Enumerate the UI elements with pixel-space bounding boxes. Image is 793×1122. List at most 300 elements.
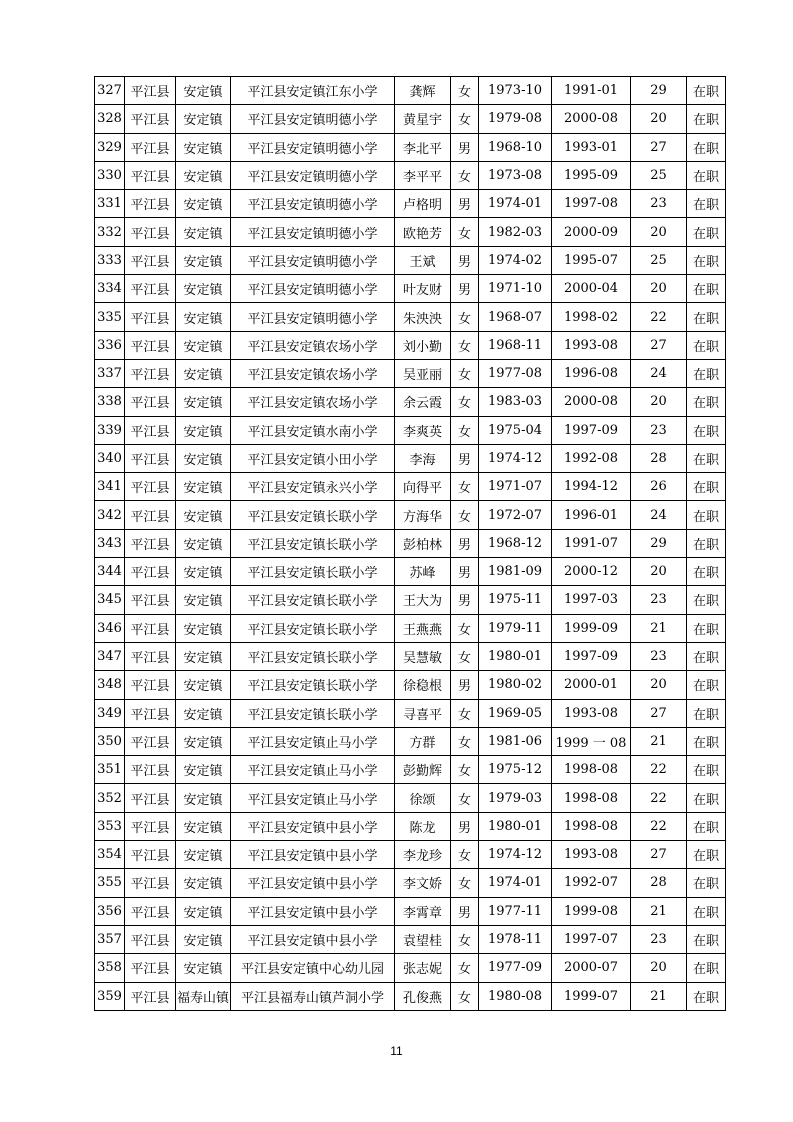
years-cell: 20 bbox=[631, 671, 687, 699]
name-cell: 方海华 bbox=[395, 501, 451, 529]
school-cell: 平江县安定镇长联小学 bbox=[231, 558, 395, 586]
name-cell: 苏峰 bbox=[395, 558, 451, 586]
status-cell: 在职 bbox=[687, 77, 726, 105]
gender-cell: 男 bbox=[451, 897, 479, 925]
table-row bbox=[95, 161, 726, 189]
status-cell: 在职 bbox=[687, 784, 726, 812]
years-cell: 29 bbox=[631, 77, 687, 105]
status-cell: 在职 bbox=[687, 416, 726, 444]
years-cell: 27 bbox=[631, 133, 687, 161]
birth-date-cell: 1973-08 bbox=[479, 161, 552, 189]
county-cell: 平江县 bbox=[125, 727, 176, 755]
years-cell: 29 bbox=[631, 529, 687, 557]
serial-no-cell: 349 bbox=[95, 699, 125, 727]
school-cell: 平江县安定镇明德小学 bbox=[231, 105, 395, 133]
table-row bbox=[95, 784, 726, 812]
status-cell: 在职 bbox=[687, 303, 726, 331]
serial-no-cell: 357 bbox=[95, 925, 125, 953]
birth-date-cell: 1979-03 bbox=[479, 784, 552, 812]
years-cell: 24 bbox=[631, 359, 687, 387]
school-cell: 平江县安定镇小田小学 bbox=[231, 444, 395, 472]
table-row bbox=[95, 642, 726, 670]
table-row bbox=[95, 359, 726, 387]
county-cell: 平江县 bbox=[125, 133, 176, 161]
town-cell: 安定镇 bbox=[176, 925, 231, 953]
name-cell: 寻喜平 bbox=[395, 699, 451, 727]
birth-date-cell: 1975-11 bbox=[479, 586, 552, 614]
years-cell: 22 bbox=[631, 812, 687, 840]
school-cell: 平江县安定镇长联小学 bbox=[231, 529, 395, 557]
name-cell: 李平平 bbox=[395, 161, 451, 189]
status-cell: 在职 bbox=[687, 869, 726, 897]
town-cell: 安定镇 bbox=[176, 444, 231, 472]
name-cell: 彭勤辉 bbox=[395, 756, 451, 784]
school-cell: 平江县安定镇中心幼儿园 bbox=[231, 954, 395, 982]
town-cell: 安定镇 bbox=[176, 529, 231, 557]
status-cell: 在职 bbox=[687, 359, 726, 387]
gender-cell: 女 bbox=[451, 642, 479, 670]
years-cell: 22 bbox=[631, 303, 687, 331]
gender-cell: 女 bbox=[451, 218, 479, 246]
years-cell: 20 bbox=[631, 388, 687, 416]
birth-date-cell: 1980-08 bbox=[479, 982, 552, 1010]
years-cell: 23 bbox=[631, 925, 687, 953]
gender-cell: 女 bbox=[451, 784, 479, 812]
town-cell: 安定镇 bbox=[176, 756, 231, 784]
gender-cell: 女 bbox=[451, 841, 479, 869]
school-cell: 平江县安定镇止马小学 bbox=[231, 756, 395, 784]
serial-no-cell: 351 bbox=[95, 756, 125, 784]
table-row bbox=[95, 614, 726, 642]
town-cell: 安定镇 bbox=[176, 77, 231, 105]
town-cell: 安定镇 bbox=[176, 331, 231, 359]
town-cell: 安定镇 bbox=[176, 954, 231, 982]
county-cell: 平江县 bbox=[125, 359, 176, 387]
gender-cell: 女 bbox=[451, 303, 479, 331]
county-cell: 平江县 bbox=[125, 77, 176, 105]
start-date-cell: 1994-12 bbox=[552, 473, 631, 501]
name-cell: 李北平 bbox=[395, 133, 451, 161]
birth-date-cell: 1979-08 bbox=[479, 105, 552, 133]
school-cell: 平江县安定镇止马小学 bbox=[231, 727, 395, 755]
gender-cell: 女 bbox=[451, 416, 479, 444]
serial-no-cell: 355 bbox=[95, 869, 125, 897]
table-row bbox=[95, 388, 726, 416]
gender-cell: 男 bbox=[451, 275, 479, 303]
serial-no-cell: 341 bbox=[95, 473, 125, 501]
years-cell: 22 bbox=[631, 756, 687, 784]
gender-cell: 男 bbox=[451, 190, 479, 218]
county-cell: 平江县 bbox=[125, 331, 176, 359]
status-cell: 在职 bbox=[687, 388, 726, 416]
town-cell: 安定镇 bbox=[176, 784, 231, 812]
school-cell: 平江县安定镇中县小学 bbox=[231, 869, 395, 897]
serial-no-cell: 338 bbox=[95, 388, 125, 416]
name-cell: 李龙珍 bbox=[395, 841, 451, 869]
table-row bbox=[95, 105, 726, 133]
town-cell: 安定镇 bbox=[176, 388, 231, 416]
status-cell: 在职 bbox=[687, 982, 726, 1010]
gender-cell: 女 bbox=[451, 77, 479, 105]
birth-date-cell: 1975-04 bbox=[479, 416, 552, 444]
serial-no-cell: 333 bbox=[95, 246, 125, 274]
gender-cell: 女 bbox=[451, 727, 479, 755]
table-row bbox=[95, 331, 726, 359]
town-cell: 安定镇 bbox=[176, 501, 231, 529]
birth-date-cell: 1973-10 bbox=[479, 77, 552, 105]
status-cell: 在职 bbox=[687, 161, 726, 189]
start-date-cell: 1997-03 bbox=[552, 586, 631, 614]
start-date-cell: 1991-01 bbox=[552, 77, 631, 105]
county-cell: 平江县 bbox=[125, 558, 176, 586]
name-cell: 李文娇 bbox=[395, 869, 451, 897]
start-date-cell: 2000-08 bbox=[552, 105, 631, 133]
town-cell: 安定镇 bbox=[176, 190, 231, 218]
table-row bbox=[95, 869, 726, 897]
gender-cell: 男 bbox=[451, 246, 479, 274]
county-cell: 平江县 bbox=[125, 416, 176, 444]
town-cell: 安定镇 bbox=[176, 303, 231, 331]
birth-date-cell: 1982-03 bbox=[479, 218, 552, 246]
serial-no-cell: 337 bbox=[95, 359, 125, 387]
town-cell: 安定镇 bbox=[176, 133, 231, 161]
school-cell: 平江县安定镇农场小学 bbox=[231, 359, 395, 387]
serial-no-cell: 328 bbox=[95, 105, 125, 133]
town-cell: 安定镇 bbox=[176, 246, 231, 274]
serial-no-cell: 353 bbox=[95, 812, 125, 840]
town-cell: 安定镇 bbox=[176, 586, 231, 614]
status-cell: 在职 bbox=[687, 218, 726, 246]
start-date-cell: 1993-01 bbox=[552, 133, 631, 161]
start-date-cell: 1995-09 bbox=[552, 161, 631, 189]
birth-date-cell: 1974-01 bbox=[479, 190, 552, 218]
name-cell: 李海 bbox=[395, 444, 451, 472]
county-cell: 平江县 bbox=[125, 529, 176, 557]
serial-no-cell: 334 bbox=[95, 275, 125, 303]
school-cell: 平江县安定镇中县小学 bbox=[231, 925, 395, 953]
status-cell: 在职 bbox=[687, 275, 726, 303]
county-cell: 平江县 bbox=[125, 444, 176, 472]
birth-date-cell: 1983-03 bbox=[479, 388, 552, 416]
birth-date-cell: 1968-11 bbox=[479, 331, 552, 359]
birth-date-cell: 1968-10 bbox=[479, 133, 552, 161]
town-cell: 安定镇 bbox=[176, 699, 231, 727]
table-row bbox=[95, 756, 726, 784]
school-cell: 平江县安定镇长联小学 bbox=[231, 671, 395, 699]
county-cell: 平江县 bbox=[125, 586, 176, 614]
status-cell: 在职 bbox=[687, 501, 726, 529]
status-cell: 在职 bbox=[687, 331, 726, 359]
table-row bbox=[95, 303, 726, 331]
school-cell: 平江县安定镇长联小学 bbox=[231, 642, 395, 670]
gender-cell: 女 bbox=[451, 473, 479, 501]
gender-cell: 女 bbox=[451, 925, 479, 953]
county-cell: 平江县 bbox=[125, 784, 176, 812]
birth-date-cell: 1981-09 bbox=[479, 558, 552, 586]
county-cell: 平江县 bbox=[125, 190, 176, 218]
years-cell: 26 bbox=[631, 473, 687, 501]
gender-cell: 女 bbox=[451, 699, 479, 727]
school-cell: 平江县安定镇长联小学 bbox=[231, 586, 395, 614]
county-cell: 平江县 bbox=[125, 614, 176, 642]
status-cell: 在职 bbox=[687, 444, 726, 472]
table-row bbox=[95, 501, 726, 529]
school-cell: 平江县安定镇明德小学 bbox=[231, 218, 395, 246]
birth-date-cell: 1972-07 bbox=[479, 501, 552, 529]
town-cell: 安定镇 bbox=[176, 218, 231, 246]
table-row bbox=[95, 246, 726, 274]
start-date-cell: 2000-07 bbox=[552, 954, 631, 982]
gender-cell: 女 bbox=[451, 359, 479, 387]
school-cell: 平江县安定镇明德小学 bbox=[231, 246, 395, 274]
serial-no-cell: 347 bbox=[95, 642, 125, 670]
page-number: 11 bbox=[390, 1044, 403, 1058]
start-date-cell: 1998-08 bbox=[552, 784, 631, 812]
school-cell: 平江县安定镇明德小学 bbox=[231, 161, 395, 189]
county-cell: 平江县 bbox=[125, 246, 176, 274]
start-date-cell: 1998-08 bbox=[552, 812, 631, 840]
table-row bbox=[95, 925, 726, 953]
county-cell: 平江县 bbox=[125, 954, 176, 982]
town-cell: 福寿山镇 bbox=[176, 982, 231, 1010]
table-row bbox=[95, 77, 726, 105]
years-cell: 28 bbox=[631, 869, 687, 897]
years-cell: 22 bbox=[631, 784, 687, 812]
birth-date-cell: 1977-08 bbox=[479, 359, 552, 387]
start-date-cell: 1991-07 bbox=[552, 529, 631, 557]
start-date-cell: 2000-08 bbox=[552, 388, 631, 416]
start-date-cell: 1996-01 bbox=[552, 501, 631, 529]
start-date-cell: 1999 一 08 bbox=[552, 727, 631, 755]
town-cell: 安定镇 bbox=[176, 359, 231, 387]
serial-no-cell: 329 bbox=[95, 133, 125, 161]
county-cell: 平江县 bbox=[125, 841, 176, 869]
school-cell: 平江县安定镇农场小学 bbox=[231, 331, 395, 359]
town-cell: 安定镇 bbox=[176, 897, 231, 925]
county-cell: 平江县 bbox=[125, 925, 176, 953]
county-cell: 平江县 bbox=[125, 982, 176, 1010]
birth-date-cell: 1974-12 bbox=[479, 841, 552, 869]
birth-date-cell: 1968-07 bbox=[479, 303, 552, 331]
table-row bbox=[95, 558, 726, 586]
years-cell: 21 bbox=[631, 982, 687, 1010]
town-cell: 安定镇 bbox=[176, 614, 231, 642]
serial-no-cell: 345 bbox=[95, 586, 125, 614]
name-cell: 王斌 bbox=[395, 246, 451, 274]
serial-no-cell: 339 bbox=[95, 416, 125, 444]
serial-no-cell: 343 bbox=[95, 529, 125, 557]
years-cell: 25 bbox=[631, 246, 687, 274]
start-date-cell: 1992-07 bbox=[552, 869, 631, 897]
records-table-body bbox=[95, 77, 726, 1011]
school-cell: 平江县安定镇明德小学 bbox=[231, 133, 395, 161]
gender-cell: 女 bbox=[451, 105, 479, 133]
table-row bbox=[95, 133, 726, 161]
birth-date-cell: 1980-01 bbox=[479, 812, 552, 840]
serial-no-cell: 352 bbox=[95, 784, 125, 812]
birth-date-cell: 1971-07 bbox=[479, 473, 552, 501]
county-cell: 平江县 bbox=[125, 642, 176, 670]
name-cell: 刘小勤 bbox=[395, 331, 451, 359]
gender-cell: 女 bbox=[451, 501, 479, 529]
name-cell: 李爽英 bbox=[395, 416, 451, 444]
birth-date-cell: 1979-11 bbox=[479, 614, 552, 642]
school-cell: 平江县安定镇明德小学 bbox=[231, 190, 395, 218]
county-cell: 平江县 bbox=[125, 161, 176, 189]
years-cell: 20 bbox=[631, 275, 687, 303]
serial-no-cell: 335 bbox=[95, 303, 125, 331]
school-cell: 平江县安定镇水南小学 bbox=[231, 416, 395, 444]
records-table bbox=[94, 76, 726, 1011]
start-date-cell: 1997-09 bbox=[552, 416, 631, 444]
status-cell: 在职 bbox=[687, 925, 726, 953]
table-row bbox=[95, 416, 726, 444]
years-cell: 27 bbox=[631, 699, 687, 727]
school-cell: 平江县安定镇永兴小学 bbox=[231, 473, 395, 501]
gender-cell: 女 bbox=[451, 614, 479, 642]
serial-no-cell: 330 bbox=[95, 161, 125, 189]
status-cell: 在职 bbox=[687, 558, 726, 586]
table-row bbox=[95, 954, 726, 982]
start-date-cell: 1997-07 bbox=[552, 925, 631, 953]
town-cell: 安定镇 bbox=[176, 105, 231, 133]
years-cell: 20 bbox=[631, 954, 687, 982]
name-cell: 朱泱泱 bbox=[395, 303, 451, 331]
table-row bbox=[95, 812, 726, 840]
birth-date-cell: 1974-01 bbox=[479, 869, 552, 897]
gender-cell: 女 bbox=[451, 869, 479, 897]
years-cell: 20 bbox=[631, 218, 687, 246]
school-cell: 平江县安定镇明德小学 bbox=[231, 303, 395, 331]
start-date-cell: 1992-08 bbox=[552, 444, 631, 472]
start-date-cell: 2000-09 bbox=[552, 218, 631, 246]
county-cell: 平江县 bbox=[125, 869, 176, 897]
table-row bbox=[95, 190, 726, 218]
start-date-cell: 1999-08 bbox=[552, 897, 631, 925]
start-date-cell: 1997-08 bbox=[552, 190, 631, 218]
years-cell: 27 bbox=[631, 331, 687, 359]
town-cell: 安定镇 bbox=[176, 869, 231, 897]
status-cell: 在职 bbox=[687, 756, 726, 784]
county-cell: 平江县 bbox=[125, 388, 176, 416]
serial-no-cell: 350 bbox=[95, 727, 125, 755]
name-cell: 彭柏林 bbox=[395, 529, 451, 557]
name-cell: 吴慧敏 bbox=[395, 642, 451, 670]
start-date-cell: 2000-04 bbox=[552, 275, 631, 303]
serial-no-cell: 354 bbox=[95, 841, 125, 869]
status-cell: 在职 bbox=[687, 812, 726, 840]
start-date-cell: 1996-08 bbox=[552, 359, 631, 387]
birth-date-cell: 1975-12 bbox=[479, 756, 552, 784]
school-cell: 平江县安定镇中县小学 bbox=[231, 812, 395, 840]
county-cell: 平江县 bbox=[125, 699, 176, 727]
serial-no-cell: 332 bbox=[95, 218, 125, 246]
table-row bbox=[95, 473, 726, 501]
years-cell: 23 bbox=[631, 190, 687, 218]
county-cell: 平江县 bbox=[125, 218, 176, 246]
gender-cell: 男 bbox=[451, 133, 479, 161]
status-cell: 在职 bbox=[687, 642, 726, 670]
years-cell: 27 bbox=[631, 841, 687, 869]
birth-date-cell: 1981-06 bbox=[479, 727, 552, 755]
status-cell: 在职 bbox=[687, 671, 726, 699]
school-cell: 平江县安定镇止马小学 bbox=[231, 784, 395, 812]
county-cell: 平江县 bbox=[125, 812, 176, 840]
town-cell: 安定镇 bbox=[176, 161, 231, 189]
birth-date-cell: 1971-10 bbox=[479, 275, 552, 303]
school-cell: 平江县安定镇长联小学 bbox=[231, 501, 395, 529]
years-cell: 21 bbox=[631, 614, 687, 642]
start-date-cell: 1999-09 bbox=[552, 614, 631, 642]
table-row bbox=[95, 982, 726, 1010]
town-cell: 安定镇 bbox=[176, 275, 231, 303]
status-cell: 在职 bbox=[687, 586, 726, 614]
county-cell: 平江县 bbox=[125, 303, 176, 331]
county-cell: 平江县 bbox=[125, 897, 176, 925]
status-cell: 在职 bbox=[687, 529, 726, 557]
birth-date-cell: 1974-02 bbox=[479, 246, 552, 274]
name-cell: 吴亚丽 bbox=[395, 359, 451, 387]
gender-cell: 男 bbox=[451, 529, 479, 557]
status-cell: 在职 bbox=[687, 897, 726, 925]
name-cell: 龚辉 bbox=[395, 77, 451, 105]
county-cell: 平江县 bbox=[125, 275, 176, 303]
birth-date-cell: 1974-12 bbox=[479, 444, 552, 472]
name-cell: 徐颂 bbox=[395, 784, 451, 812]
start-date-cell: 1993-08 bbox=[552, 699, 631, 727]
school-cell: 平江县安定镇农场小学 bbox=[231, 388, 395, 416]
serial-no-cell: 358 bbox=[95, 954, 125, 982]
school-cell: 平江县安定镇明德小学 bbox=[231, 275, 395, 303]
school-cell: 平江县安定镇长联小学 bbox=[231, 699, 395, 727]
county-cell: 平江县 bbox=[125, 671, 176, 699]
serial-no-cell: 336 bbox=[95, 331, 125, 359]
county-cell: 平江县 bbox=[125, 501, 176, 529]
serial-no-cell: 359 bbox=[95, 982, 125, 1010]
town-cell: 安定镇 bbox=[176, 671, 231, 699]
serial-no-cell: 331 bbox=[95, 190, 125, 218]
birth-date-cell: 1977-09 bbox=[479, 954, 552, 982]
start-date-cell: 1993-08 bbox=[552, 331, 631, 359]
table-row bbox=[95, 586, 726, 614]
years-cell: 24 bbox=[631, 501, 687, 529]
birth-date-cell: 1978-11 bbox=[479, 925, 552, 953]
years-cell: 21 bbox=[631, 897, 687, 925]
birth-date-cell: 1968-12 bbox=[479, 529, 552, 557]
name-cell: 方群 bbox=[395, 727, 451, 755]
years-cell: 28 bbox=[631, 444, 687, 472]
table-row bbox=[95, 671, 726, 699]
serial-no-cell: 342 bbox=[95, 501, 125, 529]
serial-no-cell: 346 bbox=[95, 614, 125, 642]
name-cell: 卢格明 bbox=[395, 190, 451, 218]
start-date-cell: 2000-12 bbox=[552, 558, 631, 586]
birth-date-cell: 1980-01 bbox=[479, 642, 552, 670]
town-cell: 安定镇 bbox=[176, 416, 231, 444]
status-cell: 在职 bbox=[687, 954, 726, 982]
years-cell: 23 bbox=[631, 416, 687, 444]
name-cell: 张志妮 bbox=[395, 954, 451, 982]
name-cell: 余云霞 bbox=[395, 388, 451, 416]
name-cell: 王大为 bbox=[395, 586, 451, 614]
gender-cell: 男 bbox=[451, 444, 479, 472]
name-cell: 陈龙 bbox=[395, 812, 451, 840]
years-cell: 20 bbox=[631, 105, 687, 133]
years-cell: 23 bbox=[631, 586, 687, 614]
serial-no-cell: 327 bbox=[95, 77, 125, 105]
status-cell: 在职 bbox=[687, 473, 726, 501]
school-cell: 平江县安定镇中县小学 bbox=[231, 841, 395, 869]
